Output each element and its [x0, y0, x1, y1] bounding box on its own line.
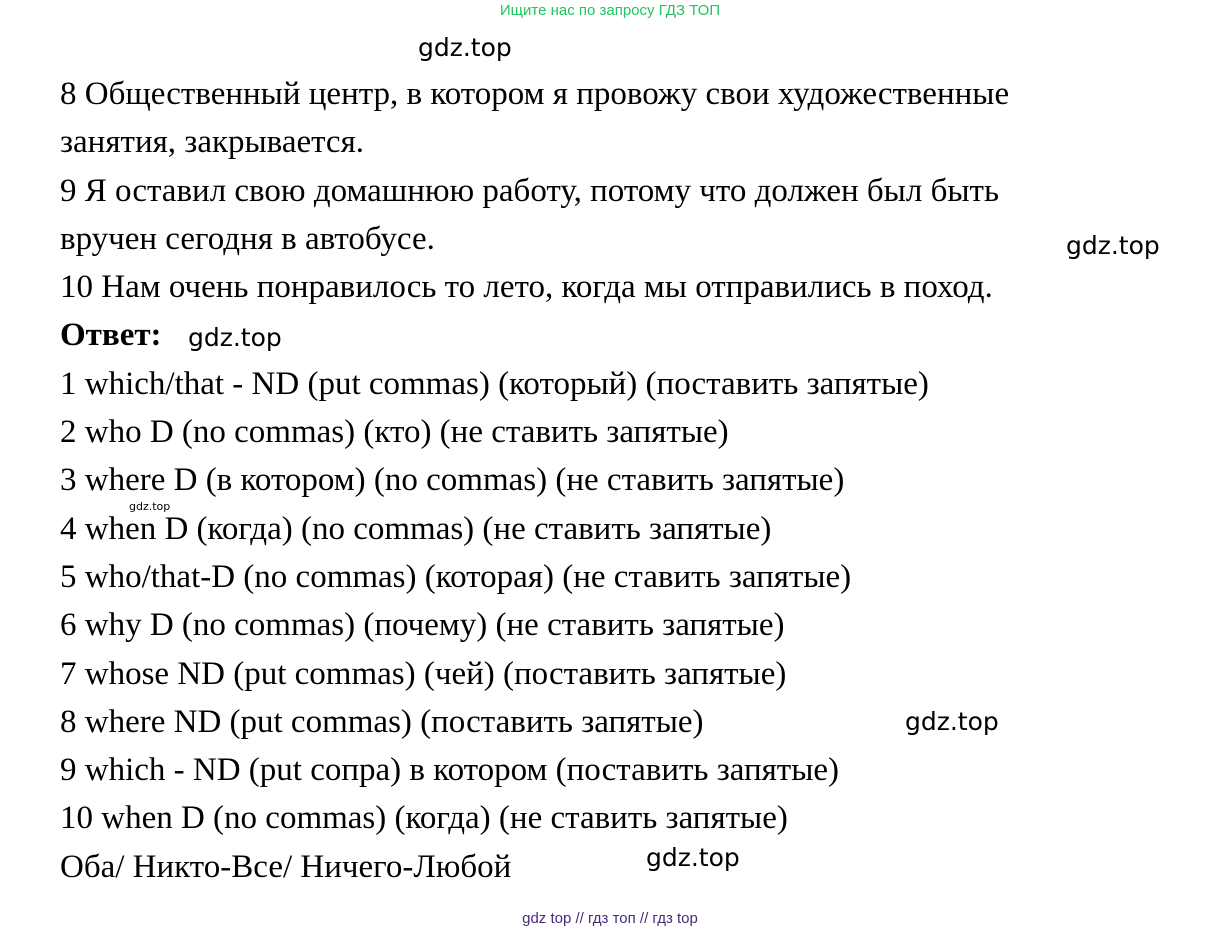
answer-line: 2 who D (no commas) (кто) (не ставить запятые) — [60, 414, 729, 451]
task-line: занятия, закрывается. — [60, 124, 365, 161]
answer-line: 7 whose ND (put commas) (чей) (поставить запятые) — [60, 655, 787, 692]
watermark: gdz.top — [646, 843, 740, 872]
task-line: 9 Я оставил свою домашнюю работу, потому что должен был быть — [60, 172, 1000, 209]
answer-line: 3 where D (в котором) (no commas) (не ставить запятые) — [60, 462, 845, 499]
watermark: gdz.top — [129, 500, 171, 513]
task-line: вручен сегодня в автобусе. — [60, 220, 435, 257]
watermark: gdz.top — [188, 323, 282, 352]
answer-line: 8 where ND (put commas) (поставить запятые) — [60, 703, 704, 740]
answer-line: 4 when D (когда) (no commas) (не ставить запятые) — [60, 510, 772, 547]
answer-line: Оба/ Никто-Все/ Ничего-Любой — [60, 848, 512, 885]
answer-line: 10 when D (no commas) (когда) (не ставить запятые) — [60, 800, 788, 837]
watermark: gdz.top — [905, 707, 999, 736]
top-banner-link[interactable]: Ищите нас по запросу ГДЗ ТОП — [499, 2, 721, 19]
answer-line: 6 why D (no commas) (почему) (не ставить запятые) — [60, 607, 785, 644]
answer-line: 5 who/that-D (no commas) (которая) (не ставить запятые) — [60, 558, 852, 595]
task-line: 10 Нам очень понравилось то лето, когда мы отправились в поход. — [60, 269, 993, 306]
answer-heading — [60, 311, 1210, 359]
answer-label: Ответ: — [60, 317, 162, 354]
task-line: 8 Общественный центр, в котором я провожу свои художественные — [60, 76, 1010, 112]
watermark: gdz.top — [1066, 231, 1160, 260]
answer-line: 1 which/that - ND (put commas) (который) (поставить запятые) — [60, 365, 929, 402]
document-body — [60, 70, 1210, 891]
footer-links[interactable]: gdz top // гдз топ // гдз top — [522, 910, 698, 927]
watermark: gdz.top — [418, 33, 512, 62]
answer-line: 9 which - ND (put сопра) в котором (поставить запятые) — [60, 752, 840, 789]
